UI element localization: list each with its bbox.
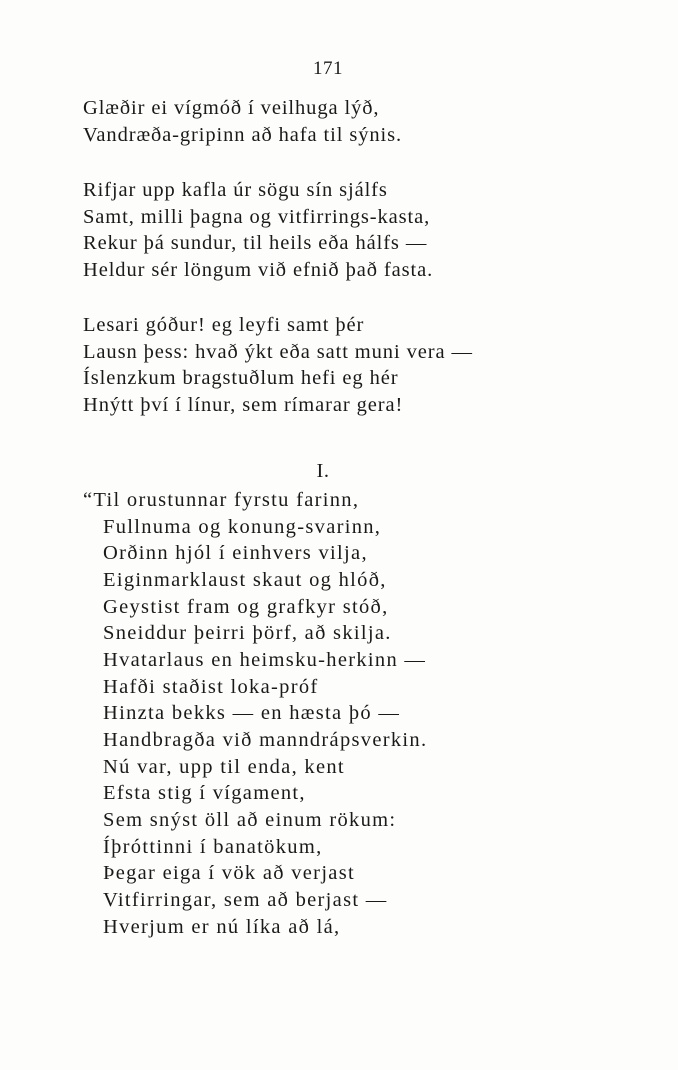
verse-line: Íslenzkum bragstuðlum hefi eg hér xyxy=(83,367,399,390)
verse-line: Glæðir ei vígmóð í veilhuga lýð, xyxy=(83,97,380,119)
verse-line: Orðinn hjól í einhvers vilja, xyxy=(103,542,368,565)
stanza xyxy=(83,312,473,418)
verse-line: “Til orustunnar fyrstu farinn, xyxy=(83,489,360,511)
poem-section xyxy=(83,487,427,940)
verse-line: Handbragða við manndrápsverkin. xyxy=(103,728,428,751)
verse-line: Samt, milli þagna og vitfirrings-kasta, xyxy=(83,205,431,228)
section-heading: I. xyxy=(316,460,330,482)
verse-line: Hnýtt því í línur, sem rímarar gera! xyxy=(83,393,404,416)
verse-line: Eiginmarklaust skaut og hlóð, xyxy=(103,568,387,591)
verse-line: Sneiddur þeirri þörf, að skilja. xyxy=(103,622,392,645)
verse-line: Hverjum er nú líka að lá, xyxy=(103,915,341,938)
stanza xyxy=(83,95,402,148)
verse-line: Geystist fram og grafkyr stóð, xyxy=(103,595,389,618)
stanza xyxy=(83,177,433,283)
verse-line: Efsta stig í vígament, xyxy=(103,782,306,805)
verse-line: Hvatarlaus en heimsku-herkinn — xyxy=(103,648,427,671)
verse-line: Hafði staðist loka-próf xyxy=(103,675,319,698)
verse-line: Vandræða-gripinn að hafa til sýnis. xyxy=(83,123,403,146)
verse-line: Lesari góður! eg leyfi samt þér xyxy=(83,314,365,336)
verse-line: Íþróttinni í banatökum, xyxy=(103,835,323,858)
verse-line: Þegar eiga í vök að verjast xyxy=(103,862,355,885)
verse-line: Rifjar upp kafla úr sögu sín sjálfs xyxy=(83,179,388,201)
verse-line: Rekur þá sundur, til heils eða hálfs — xyxy=(83,232,428,255)
page-number: 171 xyxy=(313,58,343,79)
verse-line: Fullnuma og konung-svarinn, xyxy=(103,515,382,538)
verse-line: Hinzta bekks — en hæsta þó — xyxy=(103,702,401,725)
verse-line: Heldur sér löngum við efnið það fasta. xyxy=(83,258,434,281)
verse-line: Nú var, upp til enda, kent xyxy=(103,755,345,778)
verse-line: Vitfirringar, sem að berjast — xyxy=(103,888,388,911)
verse-line: Sem snýst öll að einum rökum: xyxy=(103,808,397,831)
verse-line: Lausn þess: hvað ýkt eða satt muni vera — xyxy=(83,340,473,363)
